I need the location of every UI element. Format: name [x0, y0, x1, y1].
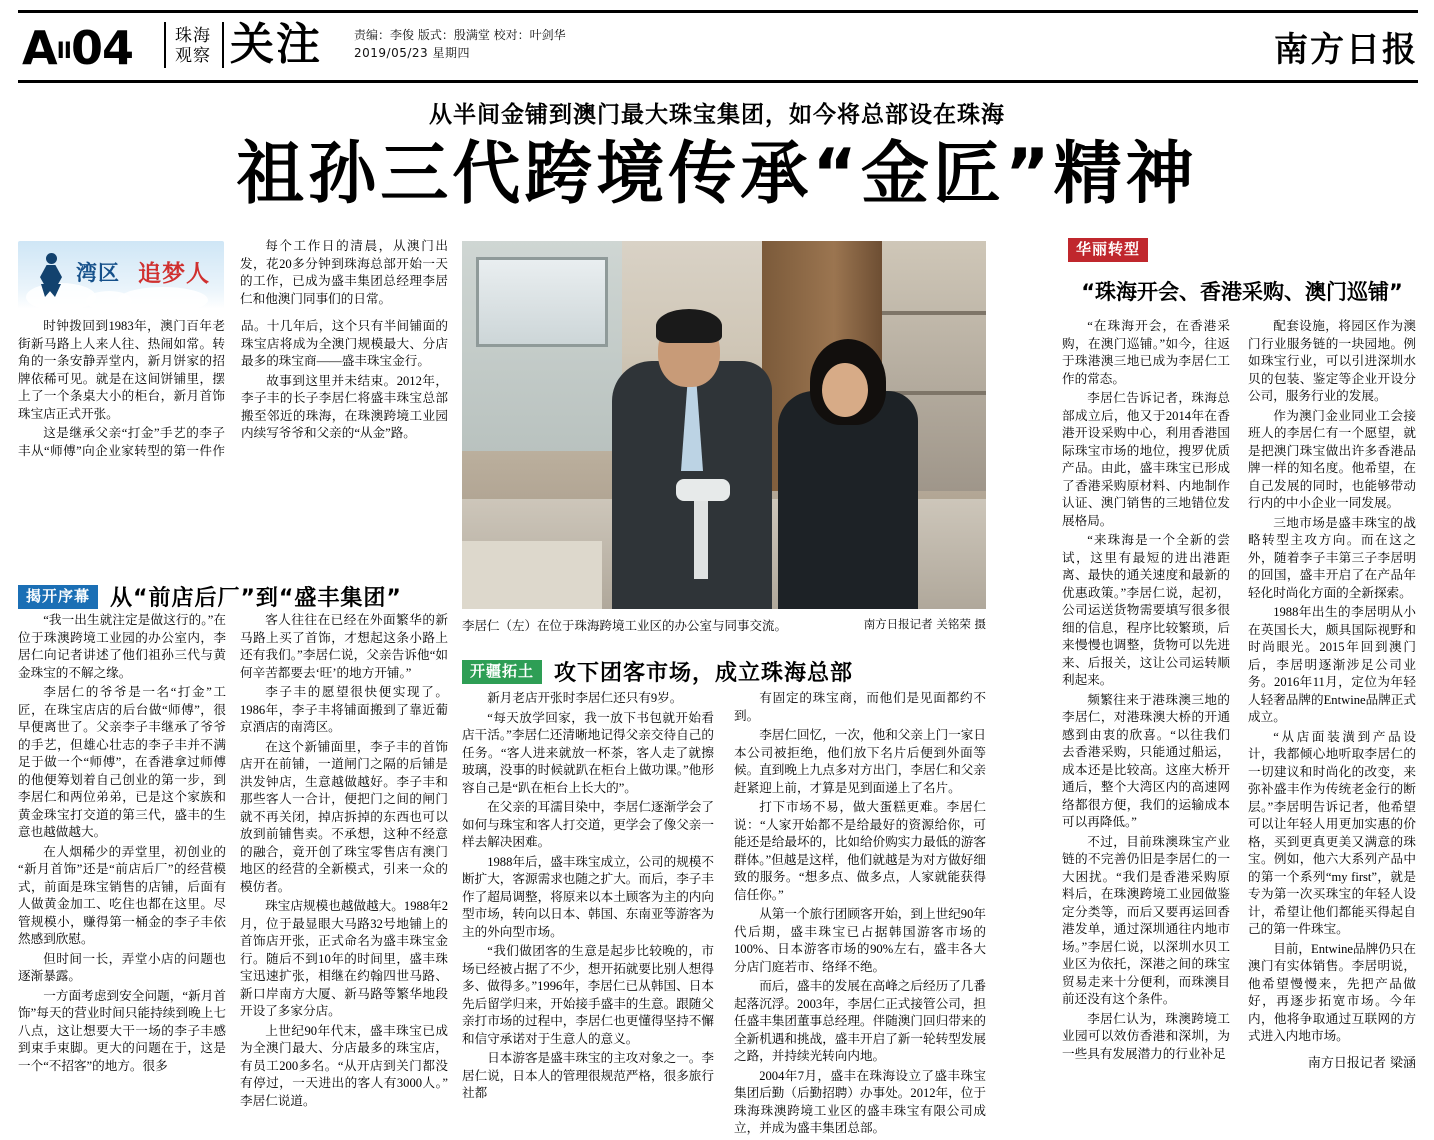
byline-credit: 南方日报记者 梁涵 — [1307, 1056, 1416, 1071]
photo-credit: 南方日报记者 关铭荣 摄 — [863, 617, 986, 631]
section-3-header — [1068, 238, 1418, 262]
paragraph: 这是继承父亲“打金”手艺的李子丰从“师傅”向企业家转型的第一件作品。十几年后，这个只有半间铺面的珠宝店将成为全澳门规模最大、分店最多的珠宝商——盛丰珠宝金行。 — [18, 319, 448, 458]
paragraph: 上世纪90年代末，盛丰珠宝已成为全澳门最大、分店最多的珠宝店，有员工200多名。“从开店到关门都没有停过，一天进出的客人有3000人。”李居仁说道。 — [240, 1023, 448, 1108]
masthead-bottom-rule — [18, 80, 1418, 83]
photo-caption-text: 李居仁（左）在位于珠海跨境工业区的办公室与同事交流。 — [462, 618, 788, 633]
paragraph: 但时间一长，弄堂小店的问题也逐渐暴露。 — [18, 951, 226, 983]
masthead-divider-2 — [222, 22, 224, 68]
paragraph: 李居仁告诉记者，珠海总部成立后，他又于2014年在香港开设采购中心，利用香港国际珠宝市场的地位，搜罗优质产品。由此，盛丰珠宝已形成了香港采购原材料、内地制作认证、澳门销售的三地错位发展格局。 — [1062, 391, 1230, 528]
paragraph: “从店面装潢到产品设计，我都倾心地听取李居仁的一切建议和时尚化的改变，来弥补盛丰作为传统老金行的断层。”李居明告诉记者，他希望可以让年轻人用更加实惠的价格，买到更真更美又满意的珠宝。例如，他六大系列产品中的第一个系列“my first”，就是专为第一次买珠宝的年轻人设计，希望让他们都能买得起自己的第一件珠宝。 — [1248, 729, 1416, 936]
paragraph: 时钟拨回到1983年，澳门百年老街新马路上人来人往、热闹如常。转角的一条安静弄堂内，新月饼家的招牌依稀可见。就是在这间饼铺里，摆上了一个条桌大小的柜台，新月首饰珠宝店正式开张。 — [18, 319, 225, 421]
paragraph: “来珠海是一个全新的尝试，这里有最短的进出港距离、最快的通关速度和最新的优惠政策。”李居仁说，起初，公司运送货物需要填写很多很细的信息，程序比较繁琐，后来慢慢也调整，货物可以先进来、后报关，这让公司运转顺利起来。 — [1062, 533, 1230, 687]
paragraph: 故事到这里并未结束。2012年，李子丰的长子李居仁将盛丰珠宝总部搬至邻近的珠海，在珠澳跨境工业园内续写爷爷和父亲的“从金”路。 — [241, 373, 448, 440]
paragraph: “我们做团客的生意是起步比较晚的，市场已经被占据了不少，想开拓就要比别人想得多、做得多。”1996年，李居仁已从韩国、日本先后留学归来，开始接手盛丰的生意。跟随父亲打市场的过程中，李居仁也更懂得坚持不懈和信守承诺对于生意人的意义。 — [462, 944, 714, 1046]
paragraph: 2004年7月，盛丰在珠海设立了盛丰珠宝集团后勤（后勤招聘）办事处。2012年，位于珠海珠澳跨境工业区的盛丰珠宝有限公司成立，并成为盛丰集团总部。 — [734, 1068, 986, 1135]
running-person-icon — [34, 253, 68, 297]
paragraph: 李居仁认为，珠澳跨境工业园可以效仿香港和深圳，为一些具有发展潜力的行业补足 — [1062, 1011, 1230, 1061]
paragraph: 李居仁回忆，一次，他和父亲上门一家日本公司被拒绝，他们放下名片后便到外面等候。直到晚上九点多对方出门，李居仁和父亲赶紧迎上前，才算是见到面递上了名片。 — [734, 728, 986, 795]
paragraph: 三地市场是盛丰珠宝的战略转型主攻方向。而在这之外，随着李子丰第三子李居明的回国，盛丰开启了在产品年轻化时尚化方面的全新探索。 — [1248, 515, 1416, 600]
shoulder-headline: 从半间金铺到澳门最大珠宝集团，如今将总部设在珠海 — [429, 102, 1005, 128]
paragraph: “在珠海开会，在香港采购，在澳门巡铺。”如今，往返于珠港澳三地已成为李居仁工作的常态。 — [1062, 319, 1230, 386]
paragraph: 有固定的珠宝商，而他们是见面都约不到。 — [734, 691, 986, 723]
photo-lamp-stand — [694, 489, 708, 579]
page-sub: II — [56, 39, 71, 64]
paragraph: “我一出生就注定是做这行的。”在位于珠澳跨境工业园的办公室内，李居仁向记者讲述了他们祖孙三代与黄金珠宝的不解之缘。 — [18, 613, 226, 680]
photo-lamp-head — [676, 479, 730, 501]
paragraph: 不过，目前珠澳珠宝产业链的不完善仍旧是李居仁的一大困扰。“我们是香港采购原料后，在珠澳跨境工业园做鉴定分类等，而后又要再运回香港发单，通过深圳通往内地市场。”李居仁说，以深圳水贝工业区为依托，深港之间的珠宝贸易走来十分便利，而珠澳目前还没有这个条件。 — [1062, 834, 1230, 1006]
section-1-title: 从“前店后厂”到“盛丰集团” — [110, 586, 402, 611]
paragraph: 李子丰的愿望很快便实现了。1986年，李子丰将铺面搬到了靠近葡京酒店的南湾区。 — [240, 685, 448, 734]
page-number-value: 04 — [70, 21, 133, 75]
paragraph: 在这个新铺面里，李子丰的首饰店开在前铺，一道闸门之隔的后铺是洪发钟店，生意越做越好。李子丰和那些客人一合计，便把门之间的闸门就不再关闭，掉店拆掉的东西也可以放到前铺售卖。不承想，这种不经意的融合，竟开创了珠宝零售店有澳门地区的经营的全新模式，引来一众的模仿者。 — [240, 739, 448, 894]
section-1-header — [18, 581, 448, 612]
credits-editors: 责编：李俊 版式：殷满堂 校对：叶剑华 — [354, 28, 566, 42]
cloud-shape — [86, 291, 132, 309]
column-3 — [734, 690, 986, 1140]
regional-label: 珠海 观察 — [175, 26, 211, 66]
column-section2 — [462, 690, 714, 1105]
photo-woman-face — [822, 363, 868, 417]
photo-shelf-line — [882, 311, 986, 315]
paragraph: 珠宝店规模也越做越大。1988年2月，位于最显眼大马路32号地铺上的首饰店开张，正式命名为盛丰珠宝金行。随后不到10年的时间里，盛丰珠宝迅速扩张，相继在约翰四世马路、新口岸南方大厦、新马路等繁华地段开设了多家分店。 — [240, 899, 448, 1018]
page-prefix: A — [22, 21, 57, 75]
paragraph: 李居仁的爷爷是一名“打金”工匠，在珠宝店店的后台做“师傅”，很早便离世了。父亲李子丰继承了爷爷的手艺，但雄心壮志的李子丰并不满足于做一个“师傅”，在香港拿过师傅的他便筹划着自己创业的第一步，到李居仁和两位弟弟，已是这个家族和黄金珠宝打交道的第三代，盛丰的生意也越做越大。 — [18, 685, 226, 839]
column-section3 — [1062, 318, 1230, 1065]
masthead-top-rule — [18, 10, 1418, 13]
paragraph: 一方面考虑到安全问题，“新月首饰”每天的营业时间只能持续到晚上七八点，这让想要大干一场的李子丰感到束手束脚。更大的问题在于，这是一个“不招客”的地方。很多 — [18, 988, 226, 1073]
section-2-title: 攻下团客市场，成立珠海总部 — [554, 661, 854, 686]
paragraph: 在父亲的耳濡目染中，李居仁逐渐学会了如何与珠宝和客人打交道，更学会了像父亲一样去解决困难。 — [462, 800, 714, 849]
page-number — [22, 21, 133, 76]
column-1-lead — [240, 238, 448, 310]
paragraph: 打下市场不易，做大蛋糕更难。李居仁说：“人家开始都不是给最好的资源给你，可能还是给最坏的，比如给价购实力最低的游客群体。”但越是这样，他们就越是为对方做好细致的服务。“想多点、做多点，人家就能获得信任你。” — [734, 800, 986, 902]
column-1-section1 — [18, 612, 226, 1077]
section-3-eyebrow: 华丽转型 — [1068, 238, 1148, 262]
section-2-eyebrow: 开疆拓土 — [462, 660, 542, 684]
paragraph: 而后，盛丰的发展在高峰之后经历了几番起落沉浮。2003年，李居仁正式接管公司，担任盛丰集团董事总经理。伴随澳门回归带来的全新机遇和挑战，盛丰开启了新一轮转型发展之路，并持续光转向内地。 — [734, 979, 986, 1063]
photo-man-hair — [656, 309, 722, 343]
section-3-title: “珠海开会、香港采购、澳门巡铺” — [1081, 280, 1403, 304]
paper-logo: 南方日报 — [1274, 30, 1418, 70]
paragraph: 配套设施，将园区作为澳门行业服务链的一块园地。例如珠宝行业，可以引进深圳水贝的包装、鉴定等企业开设分公司，服务行业的发展。 — [1248, 319, 1416, 403]
paragraph: 从第一个旅行团顾客开始，到上世纪90年代后期，盛丰珠宝已占据韩国游客市场的100%、日本游客市场的90%左右，盛丰各大分店门庭若市、络绎不绝。 — [734, 907, 986, 974]
column-1-body — [18, 318, 448, 460]
paragraph: 日本游客是盛丰珠宝的主攻对象之一。李居仁说，日本人的管理很规范严格，很多旅行社都 — [462, 1051, 714, 1100]
photo-window — [476, 257, 608, 347]
lead-paragraph: 每个工作日的清晨，从澳门出发，花20多分钟到珠海总部开始一天的工作，已成为盛丰集团总经理李居仁和他澳门同事们的日常。 — [240, 239, 448, 306]
masthead — [18, 10, 1418, 82]
credits-date: 2019/05/23 星期四 — [354, 46, 470, 60]
paragraph: 1988年后，盛丰珠宝成立，公司的规模不断扩大，客源需求也随之扩大。而后，李子丰作了超局调整，将原来以本土顾客为主的内向型市场，转向以日本、韩国、东南亚等游客为主的外向型市场。 — [462, 854, 714, 939]
bay-area-dreamers-logo — [18, 241, 224, 309]
section-2-header — [462, 656, 986, 687]
section-1-eyebrow: 揭开序幕 — [18, 585, 98, 609]
paragraph: 1988年出生的李居明从小在英国长大，颇具国际视野和时尚眼光。2015年回到澳门后，李居明逐渐涉足公司业务。2016年11月，定位为年轻人轻奢品牌的Entwine品牌正式成立。 — [1248, 605, 1416, 724]
main-headline: 祖孙三代跨境传承“金匠”精神 — [236, 135, 1198, 214]
column-4 — [1248, 318, 1416, 1048]
logo-text-red: 追梦人 — [138, 261, 210, 287]
article-photo — [462, 241, 986, 609]
photo-desk-papers — [462, 541, 602, 609]
paragraph: “每天放学回家，我一放下书包就开始看店干活。”李居仁还清晰地记得父亲交待自己的任务。“客人进来就放一杯茶，客人走了就擦玻璃，没事的时候就趴在柜台上做功课。”他形容自己是“趴在柜台上长大的”。 — [462, 710, 714, 795]
paragraph: 频繁往来于港珠澳三地的李居仁，对港珠澳大桥的开通感到由衷的欣喜。“以往我们去香港采购，只能通过船运，成本还是比较高。这座大桥开通后，整个大湾区内的高速网络都很方便，我们的运输成本可以再降低。” — [1062, 692, 1230, 829]
logo-text-blue: 湾区 — [76, 261, 120, 285]
masthead-divider-1 — [164, 22, 166, 68]
paragraph: 目前，Entwine品牌仍只在澳门有实体销售。李居明说，他希望慢慢来，先把产品做好，再逐步拓宽市场。今年内，他将争取通过互联网的方式进入内地市场。 — [1248, 941, 1416, 1043]
paragraph: 作为澳门金业同业工会接班人的李居仁有一个愿望，就是把澳门珠宝做出许多香港品牌一样的知名度。他希望，在自己发展的同时，也能够带动行内的中小企业一同发展。 — [1248, 408, 1416, 510]
section-title: 关注 — [230, 19, 322, 70]
photo-caption — [462, 616, 986, 634]
paragraph: 客人往往在已经在外面繁华的新马路上买了首饰，才想起这条小路上还有我们。”李居仁说，父亲告诉他“如何辛苦都要去‘旺’的地方开铺。” — [240, 613, 448, 680]
paragraph: 新月老店开张时李居仁还只有9岁。 — [487, 691, 683, 705]
column-2 — [240, 612, 448, 1112]
masthead-credits — [354, 26, 566, 62]
paragraph: 在人烟稀少的弄堂里，初创业的“新月首饰”还是“前店后厂”的经营模式，前面是珠宝销售的店铺，后面有人做黄金加工、吃住也都在这里。尽管规模小，赚得第一桶金的李子丰依然感到欣慰。 — [18, 844, 226, 946]
